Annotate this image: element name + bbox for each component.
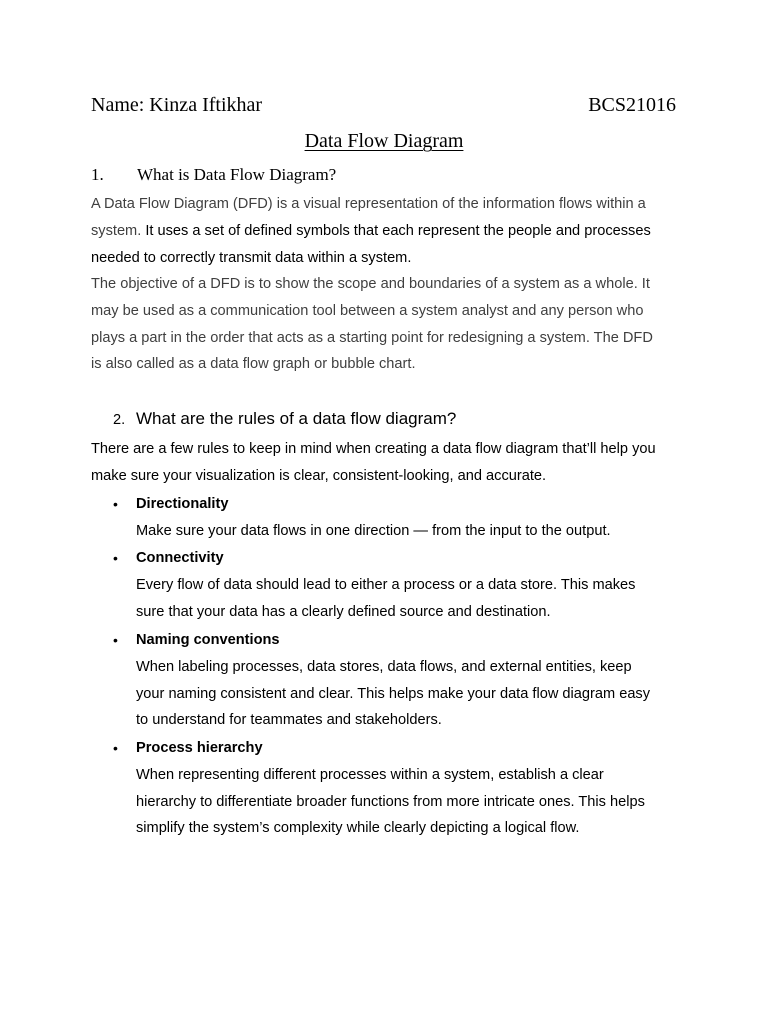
rule-process-hierarchy [113,735,693,842]
paragraph-line: needed to correctly transmit data within a system. [91,249,412,266]
paragraph-line [91,218,691,245]
paragraph-line: make sure your visualization is clear, consistent-looking, and accurate. [91,467,547,484]
paragraph-line: The objective of a DFD is to show the scope and boundaries of a system as a whole. It [91,276,650,292]
rule-description-line: your naming consistent and clear. This helps make your data flow diagram easy [136,685,651,702]
bullet-icon: • [113,740,118,756]
rule-heading: Connectivity [136,550,224,566]
author-name: Name: Kinza Iftikhar [91,94,263,116]
rule-description-line: sure that your data has a clearly defined source and destination. [136,603,551,620]
rule-directionality [113,491,693,545]
bullet-icon: • [113,632,118,648]
paragraph-line: may be used as a communication tool between a system analyst and any person who [91,302,644,319]
rule-heading: Directionality [136,496,229,512]
section-2-heading [113,407,456,432]
paragraph-fragment: It uses a set of defined symbols that each represent the people and processes [145,222,651,239]
document-title [0,129,768,153]
paragraph-fragment: system. [91,222,146,239]
section-1-paragraph-2 [91,271,691,378]
section-1-paragraph-1 [91,191,691,271]
student-id: BCS21016 [588,94,676,116]
paragraph-line: is also called as a data flow graph or bubble chart. [91,356,416,373]
section-1-heading [91,164,336,186]
rule-naming-conventions [113,627,693,734]
rule-connectivity [113,545,693,625]
rule-description-line: simplify the system’s complexity while clearly depicting a logical flow. [136,820,580,837]
rule-description-line: Make sure your data flows in one direction — from the input to the output. [136,522,611,539]
section-2-question: What are the rules of a data flow diagram? [136,409,457,428]
section-1-question: What is Data Flow Diagram? [137,165,337,184]
rule-description-line: to understand for teammates and stakeholders. [136,712,442,729]
section-2-number: 2. [113,412,126,428]
rule-heading: Process hierarchy [136,740,263,756]
rule-description-line: When representing different processes within a system, establish a clear [136,766,604,783]
paragraph-line: A Data Flow Diagram (DFD) is a visual representation of the information flows within a [91,196,646,212]
rule-description-line: When labeling processes, data stores, data flows, and external entities, keep [136,658,632,675]
bullet-icon: • [113,496,118,512]
document-title-text: Data Flow Diagram [304,130,464,152]
section-1-number: 1. [91,165,104,184]
paragraph-line: plays a part in the order that acts as a starting point for redesigning a system. The DFD [91,329,653,346]
rule-heading: Naming conventions [136,632,280,648]
rule-description-line: Every flow of data should lead to either a process or a data store. This makes [136,576,636,593]
section-2-intro [91,436,691,490]
paragraph-line: There are a few rules to keep in mind when creating a data flow diagram that’ll help you [91,441,656,457]
bullet-icon: • [113,550,118,566]
rule-description-line: hierarchy to differentiate broader functions from more intricate ones. This helps [136,793,645,810]
